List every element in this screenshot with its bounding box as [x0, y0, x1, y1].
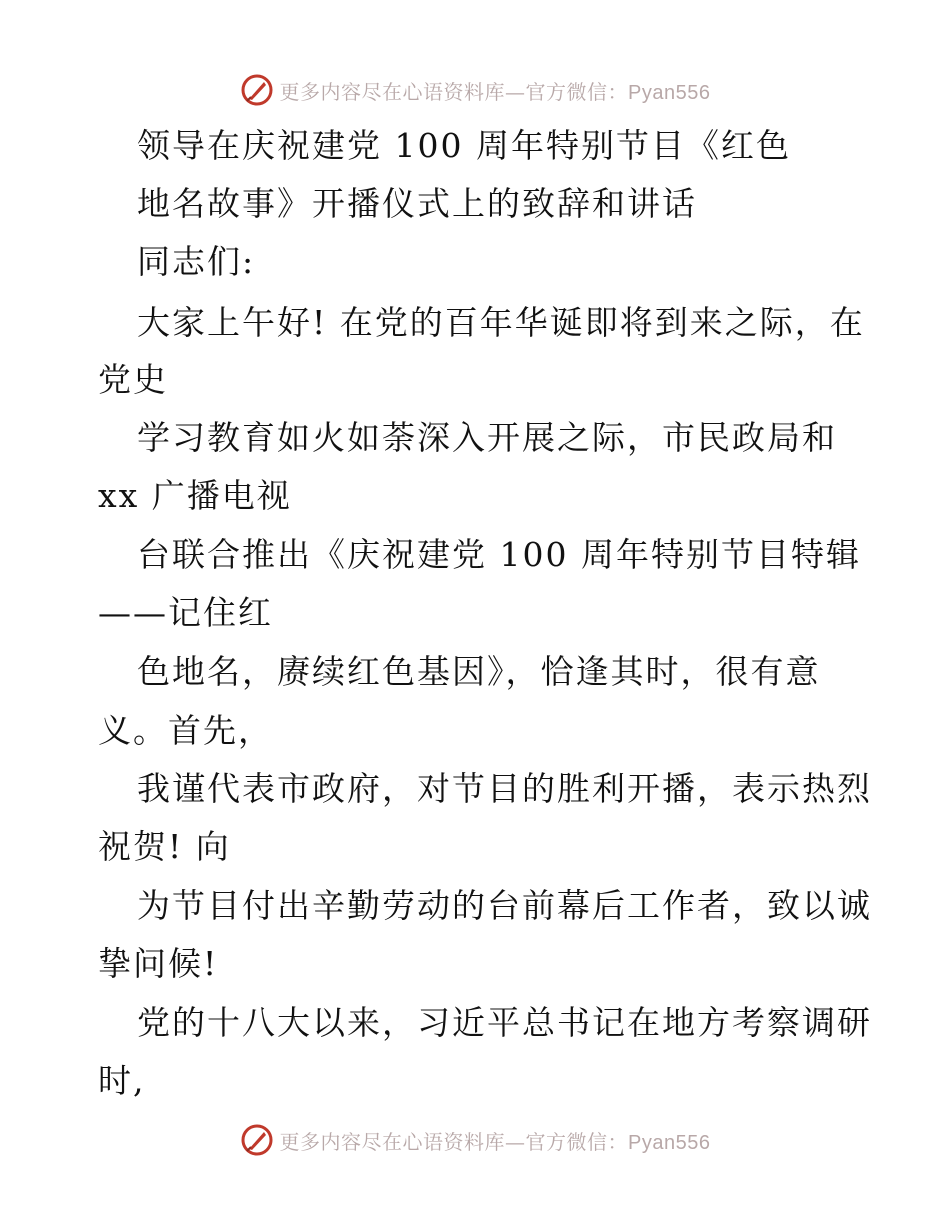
paragraph-line: 大家上午好! 在党的百年华诞即将到来之际，在 [137, 303, 865, 342]
paragraph-line: 挚问候! [98, 944, 219, 983]
paragraph-line: 义。首先， [98, 711, 273, 750]
header-watermark-banner [0, 70, 950, 110]
paragraph-line: xx 广播电视 [98, 476, 292, 515]
banner-wechat-id: Pyan556 [628, 81, 711, 104]
paragraph-line: 色地名，赓续红色基因》，恰逢其时，很有意 [137, 652, 821, 691]
banner-dash: — [505, 79, 526, 104]
quill-logo-icon [240, 1123, 274, 1157]
banner-site-text: 更多内容尽在心语资料库 [279, 79, 506, 104]
paragraph-line: 时, [98, 1061, 146, 1100]
quill-logo-icon [240, 73, 274, 107]
paragraph-line: 学习教育如火如荼深入开展之际，市民政局和 [137, 418, 837, 457]
paragraph-line: 祝贺! 向 [98, 827, 231, 866]
title-line-1: 领导在庆祝建党 100 周年特别节目《红色 [137, 126, 791, 165]
salutation: 同志们: [137, 242, 256, 281]
paragraph-line: 台联合推出《庆祝建党 100 周年特别节目特辑 [137, 535, 861, 574]
paragraph-line: 党的十八大以来，习近平总书记在地方考察调研 [137, 1003, 872, 1042]
title-line-2: 地名故事》开播仪式上的致辞和讲话 [137, 184, 697, 223]
paragraph-line: 我谨代表市政府，对节目的胜利开播，表示热烈 [137, 769, 872, 808]
banner-dash: — [505, 1129, 526, 1154]
banner-text [280, 76, 711, 105]
banner-text [280, 1126, 711, 1155]
banner-wechat-label: 官方微信： [525, 1129, 629, 1154]
paragraph-line: ——记住红 [98, 593, 273, 632]
banner-wechat-label: 官方微信： [525, 79, 629, 104]
paragraph-line: 党史 [98, 360, 168, 399]
banner-wechat-id: Pyan556 [628, 1131, 711, 1154]
footer-watermark-banner [0, 1120, 950, 1160]
paragraph-line: 为节目付出辛勤劳动的台前幕后工作者，致以诚 [137, 886, 872, 925]
banner-site-text: 更多内容尽在心语资料库 [279, 1129, 506, 1154]
